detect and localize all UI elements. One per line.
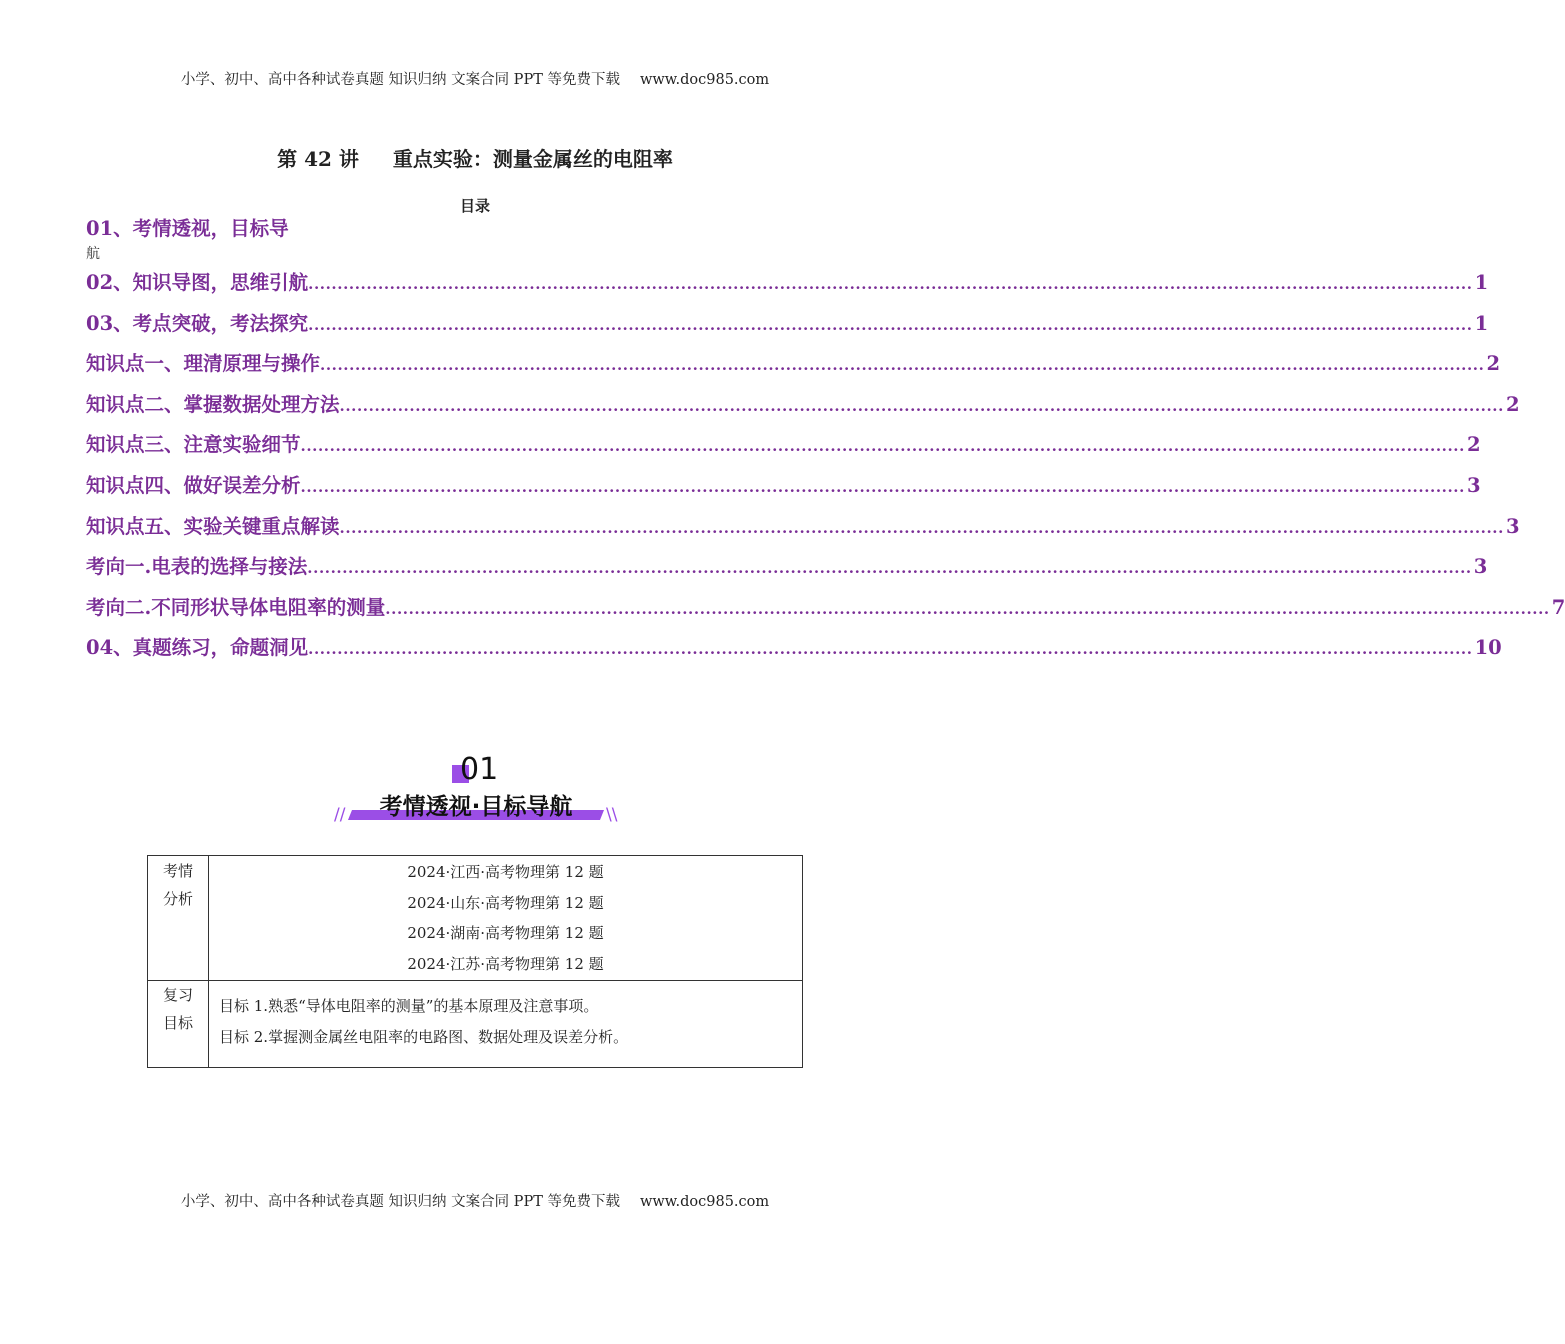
toc-leader-dots: ........................................................................................................................................................................................................ xyxy=(307,559,1472,578)
toc-entry-title: 04、真题练习，命题洞见 xyxy=(86,636,309,660)
goal-item: 目标 1.熟悉“导体电阻率的测量”的基本原理及注意事项。 xyxy=(219,997,599,1015)
exam-years-cell xyxy=(209,856,803,981)
exam-year-item: 2024·江苏·高考物理第 12 题 xyxy=(407,954,604,973)
toc-entry-page: 2 xyxy=(1466,433,1481,457)
toc-entry-title: 知识点三、注意实验细节 xyxy=(86,433,301,457)
toc-entry-page: 1 xyxy=(1474,311,1489,335)
banner-number: 01 xyxy=(460,752,499,787)
header-text: 小学、初中、高中各种试卷真题 知识归纳 文案合同 PPT 等免费下载 xyxy=(180,72,620,88)
goals-label: 复习 目标 xyxy=(148,981,209,1068)
toc-leader-dots: ........................................................................................................................................................................................................ xyxy=(385,599,1550,618)
exam-year-item: 2024·江西·高考物理第 12 题 xyxy=(407,863,604,881)
toc-entry-title: 03、考点突破，考法探究 xyxy=(86,311,309,335)
page-footer xyxy=(0,1190,950,1212)
toc-entry-page: 1 xyxy=(1474,271,1489,294)
header-url[interactable]: www.doc985.com xyxy=(639,72,770,88)
toc-entry[interactable] xyxy=(86,348,1501,389)
goals-row xyxy=(148,981,803,1068)
toc-entry-title: 考向二.不同形状导体电阻率的测量 xyxy=(86,595,386,619)
toc-entry[interactable] xyxy=(86,389,1520,430)
toc-heading: 目录 xyxy=(459,197,490,215)
toc-leader-dots: ........................................................................................................................................................................................................ xyxy=(300,437,1465,456)
banner-left-slashes: // xyxy=(334,805,346,825)
analysis-row xyxy=(148,856,803,981)
toc-entry-page: 2 xyxy=(1505,392,1520,416)
goal-item: 目标 2.掌握测金属丝电阻率的电路图、数据处理及误差分析。 xyxy=(219,1027,629,1046)
exam-analysis-table xyxy=(147,855,803,1068)
exam-year-item: 2024·湖南·高考物理第 12 题 xyxy=(407,924,604,942)
toc-entry[interactable] xyxy=(86,511,1520,552)
toc-leader-dots: ........................................................................................................................................................................................................ xyxy=(308,275,1473,293)
footer-text: 小学、初中、高中各种试卷真题 知识归纳 文案合同 PPT 等免费下载 xyxy=(180,1194,620,1210)
toc-entry[interactable] xyxy=(86,267,1489,308)
toc-entry-title: 知识点四、做好误差分析 xyxy=(86,473,301,497)
section-banner xyxy=(330,748,622,828)
toc-entry-title: 考向一.电表的选择与接法 xyxy=(86,555,308,579)
toc-entry-page: 3 xyxy=(1466,473,1481,497)
toc-leader-dots: ........................................................................................................................................................................................................ xyxy=(339,518,1504,537)
toc-entry[interactable] xyxy=(86,632,1502,673)
page-header xyxy=(0,68,950,90)
toc-entry-title: 知识点一、理清原理与操作 xyxy=(86,352,321,376)
toc-entry-first-wrapped[interactable]: 航 xyxy=(86,246,100,262)
page-title xyxy=(0,143,950,172)
toc-entry[interactable] xyxy=(86,551,1488,592)
toc-entry-title: 02、知识导图，思维引航 xyxy=(86,271,309,294)
lecture-topic: 重点实验：测量金属丝的电阻率 xyxy=(392,147,673,171)
toc-list xyxy=(86,267,1565,673)
toc-leader-dots: ........................................................................................................................................................................................................ xyxy=(308,315,1473,334)
goals-cell xyxy=(209,981,803,1068)
lecture-number: 第 42 讲 xyxy=(277,147,359,171)
toc-leader-dots: ........................................................................................................................................................................................................ xyxy=(320,356,1485,375)
toc-entry-page: 3 xyxy=(1473,555,1488,579)
footer-url[interactable]: www.doc985.com xyxy=(639,1194,770,1210)
toc-leader-dots: ........................................................................................................................................................................................................ xyxy=(300,477,1465,496)
banner-right-slashes: \\ xyxy=(606,805,618,825)
toc-entry-title: 知识点二、掌握数据处理方法 xyxy=(86,392,340,416)
banner-title: 考情透视·目标导航 xyxy=(379,794,573,820)
toc-leader-dots: ........................................................................................................................................................................................................ xyxy=(339,396,1504,415)
toc-leader-dots: ........................................................................................................................................................................................................ xyxy=(308,640,1473,659)
toc-entry-page: 2 xyxy=(1486,352,1501,376)
toc-entry-page: 7 xyxy=(1551,595,1565,619)
toc-entry-title: 知识点五、实验关键重点解读 xyxy=(86,514,340,538)
toc-entry-page: 10 xyxy=(1474,636,1502,660)
toc-entry[interactable] xyxy=(86,429,1481,470)
toc-entry[interactable] xyxy=(86,308,1489,349)
toc-entry-first[interactable]: 01、考情透视，目标导 xyxy=(86,217,289,240)
analysis-label: 考情 分析 xyxy=(148,856,209,981)
toc-entry[interactable] xyxy=(86,470,1481,511)
toc-entry[interactable] xyxy=(86,592,1565,633)
exam-year-item: 2024·山东·高考物理第 12 题 xyxy=(407,893,604,912)
toc-entry-page: 3 xyxy=(1505,514,1520,538)
